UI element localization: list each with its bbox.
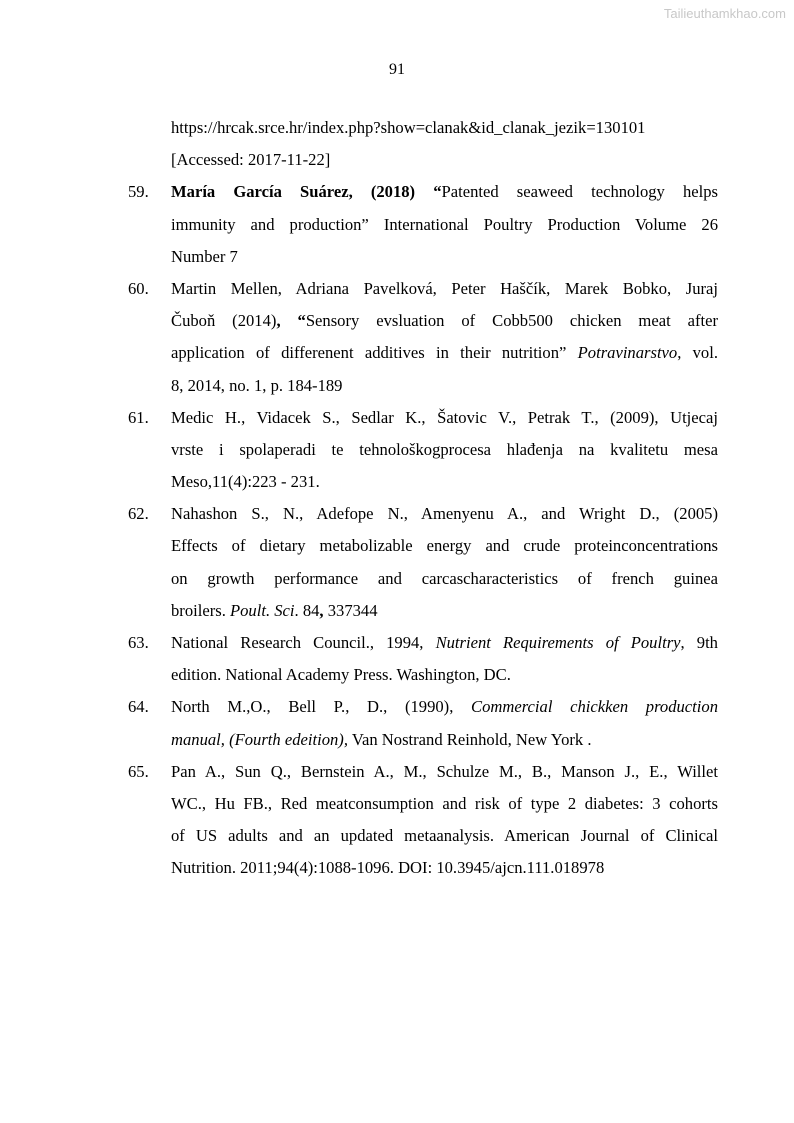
reference-details: , vol. xyxy=(677,343,718,363)
reference-text: vrste i spolaperadi te tehnološkogprocesa hlađenja na kvalitetu mesa xyxy=(171,439,718,459)
reference-text: immunity and production” International Poultry Production Volume 26 xyxy=(171,214,718,234)
reference-text: Number 7 xyxy=(171,246,238,266)
reference-title: manual, (Fourth edeition), xyxy=(171,729,348,749)
reference-title: broilers. xyxy=(171,600,230,620)
reference-text xyxy=(171,691,718,723)
page-number: 91 xyxy=(389,61,405,78)
reference-number: 65. xyxy=(128,761,149,781)
reference-text xyxy=(171,176,718,208)
reference-65-line-3 xyxy=(0,820,794,852)
reference-volume: . 84 xyxy=(294,600,320,620)
reference-publisher: Van Nostrand Reinhold, New York . xyxy=(347,729,592,749)
reference-text: WC., Hu FB., Red meatconsumption and risk of type 2 diabetes: 3 cohorts xyxy=(171,793,718,813)
reference-title: Commercial chickken production xyxy=(471,697,718,717)
reference-title: Patented seaweed technology helps xyxy=(441,182,718,202)
reference-title: Nutrient Requirements of Poultry xyxy=(435,633,681,652)
reference-60-line-2 xyxy=(0,305,794,337)
reference-text: Martin Mellen, Adriana Pavelková, Peter Haščík, Marek Bobko, Juraj xyxy=(171,278,718,298)
reference-journal: Poult. Sci xyxy=(230,600,295,620)
reference-text: 8, 2014, no. 1, p. 184-189 xyxy=(171,375,343,395)
reference-text xyxy=(171,337,718,369)
reference-59-line-3 xyxy=(0,241,794,273)
reference-text: Effects of dietary metabolizable energy and crude proteinconcentrations xyxy=(171,536,718,556)
reference-text: Pan A., Sun Q., Bernstein A., M., Schulze M., B., Manson J., E., Willet xyxy=(171,761,718,781)
reference-punctuation: , “ xyxy=(276,311,306,331)
reference-65-line-2 xyxy=(0,788,794,820)
reference-continuation-accessed-line xyxy=(0,144,794,176)
reference-60-line-4 xyxy=(0,370,794,402)
reference-text: on growth performance and carcascharacteristics of french guinea xyxy=(171,568,718,588)
reference-list xyxy=(0,112,794,885)
reference-number: 63. xyxy=(128,633,149,652)
reference-author: North M.,O., Bell P., D., (1990), xyxy=(171,697,472,717)
reference-59-line-2 xyxy=(0,209,794,241)
reference-62-line-3 xyxy=(0,563,794,595)
reference-63-line-2 xyxy=(0,659,794,691)
reference-punctuation: , xyxy=(319,600,324,620)
reference-pages: 337344 xyxy=(323,600,378,620)
watermark: Tailieuthamkhao.com xyxy=(663,6,786,21)
reference-number: 64. xyxy=(128,697,149,717)
reference-61-line-3 xyxy=(0,466,794,498)
reference-text: of US adults and an updated metaanalysis. American Journal of Clinical xyxy=(171,826,718,846)
reference-number: 61. xyxy=(128,407,149,427)
reference-text xyxy=(171,627,718,659)
reference-63-line-1 xyxy=(0,627,794,659)
reference-accessed: [Accessed: 2017-11-22] xyxy=(171,150,331,170)
reference-text: Medic H., Vidacek S., Sedlar K., Šatovic V., Petrak T., (2009), Utjecaj xyxy=(171,407,718,427)
reference-details: , 9th xyxy=(680,633,718,652)
reference-text: Nutrition. 2011;94(4):1088-1096. DOI: 10.3945/ajcn.111.018978 xyxy=(171,858,605,878)
reference-62-line-4 xyxy=(0,595,794,627)
reference-url: https://hrcak.srce.hr/index.php?show=clanak&id_clanak_jezik=130101 xyxy=(171,118,646,137)
reference-title: application of differenent additives in their nutrition” xyxy=(171,343,578,363)
reference-author: Čuboň (2014) xyxy=(171,311,277,331)
reference-64-line-2 xyxy=(0,724,794,756)
reference-text xyxy=(171,595,378,627)
reference-number: 59. xyxy=(128,182,149,202)
reference-title: Sensory evsluation of Cobb500 chicken meat after xyxy=(305,311,718,331)
reference-65-line-4 xyxy=(0,852,794,884)
reference-62-line-1 xyxy=(0,498,794,530)
reference-60-line-3 xyxy=(0,337,794,369)
reference-60-line-1 xyxy=(0,273,794,305)
reference-continuation-url-line xyxy=(0,112,794,144)
reference-65-line-1 xyxy=(0,756,794,788)
reference-text xyxy=(171,724,592,756)
reference-text: Nahashon S., N., Adefope N., Amenyenu A., and Wright D., (2005) xyxy=(171,504,718,524)
reference-text xyxy=(171,305,718,337)
reference-author: National Research Council., 1994, xyxy=(171,633,436,652)
reference-number: 60. xyxy=(128,278,149,298)
reference-number: 62. xyxy=(128,504,149,524)
reference-journal: Potravinarstvo xyxy=(577,343,678,363)
reference-text: Meso,11(4):223 - 231. xyxy=(171,472,320,492)
reference-59-line-1 xyxy=(0,176,794,208)
reference-text: edition. National Academy Press. Washington, DC. xyxy=(171,665,511,685)
reference-61-line-2 xyxy=(0,434,794,466)
reference-author: María García Suárez, (2018) “ xyxy=(171,182,442,202)
reference-61-line-1 xyxy=(0,402,794,434)
reference-64-line-1 xyxy=(0,691,794,723)
reference-62-line-2 xyxy=(0,530,794,562)
